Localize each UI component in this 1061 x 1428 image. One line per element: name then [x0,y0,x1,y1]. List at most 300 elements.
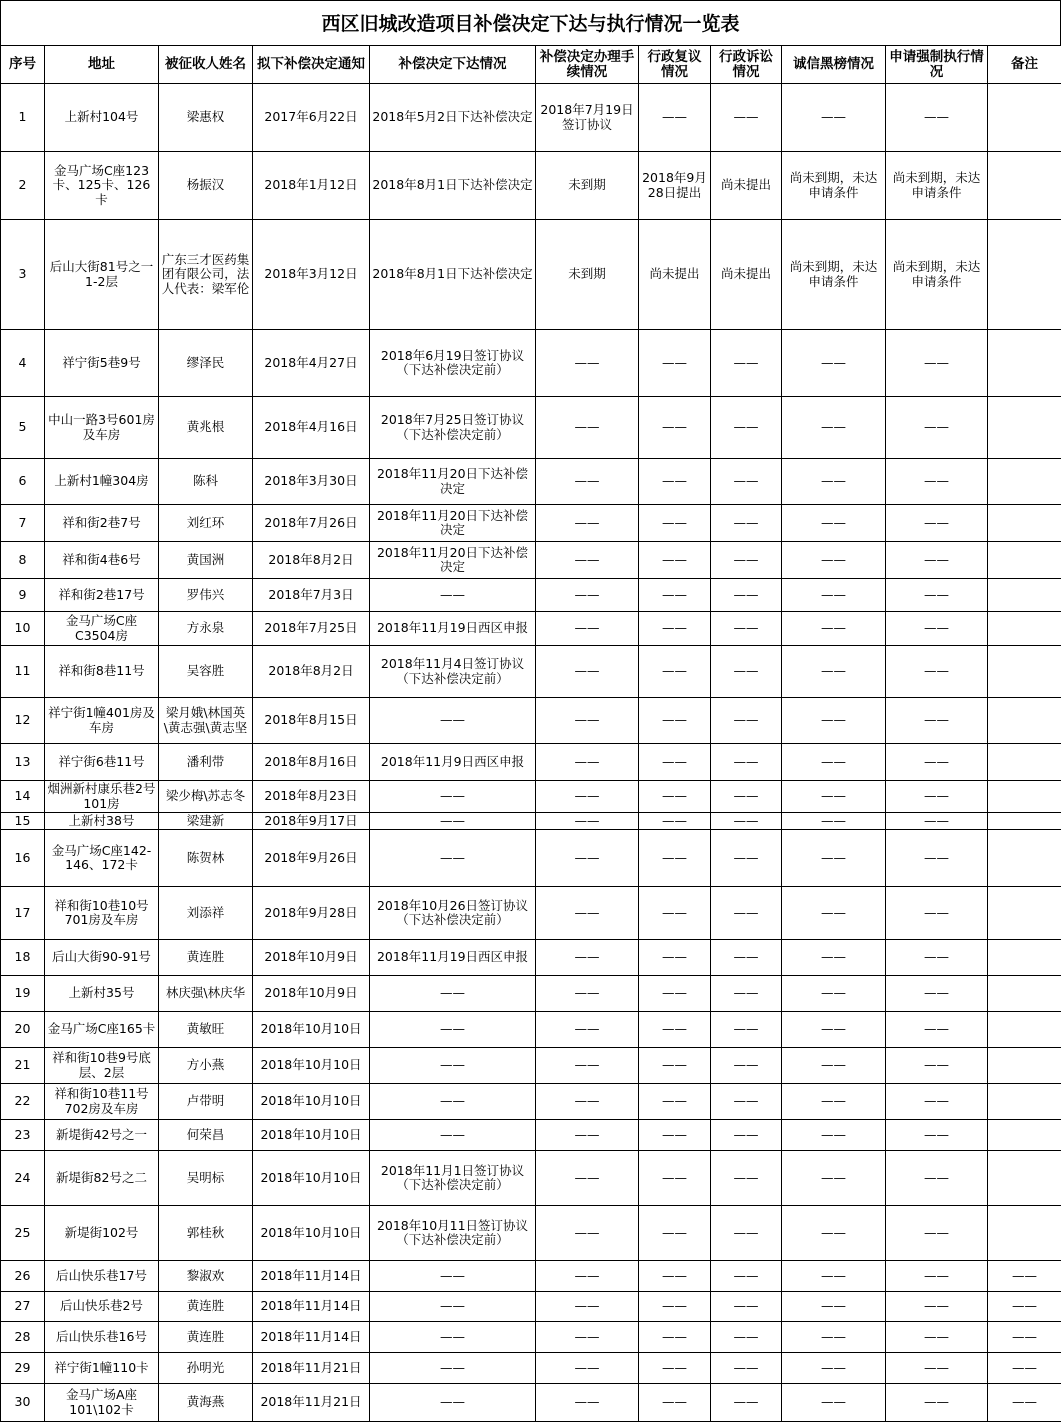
address-cell: 祥宁街5巷9号 [45,330,159,397]
enforcement-cell: —— [886,1048,988,1084]
blacklist-cell: —— [782,1048,886,1084]
litigation-cell: 尚未提出 [711,152,782,220]
blacklist-cell: —— [782,646,886,698]
seq-cell: 11 [1,646,45,698]
seq-cell: 14 [1,781,45,813]
address-cell: 祥和街10巷9号底层、2层 [45,1048,159,1084]
remark-cell [988,744,1061,781]
procedure-cell: —— [536,1384,639,1422]
litigation-cell: —— [711,1292,782,1322]
seq-cell: 16 [1,830,45,887]
enforcement-cell: —— [886,1012,988,1048]
decision-status-cell: 2018年11月20日下达补偿决定 [370,542,536,579]
procedure-cell: —— [536,542,639,579]
notice-date-cell: 2018年11月21日 [253,1384,370,1422]
notice-date-cell: 2018年11月14日 [253,1261,370,1292]
enforcement-cell: —— [886,781,988,813]
seq-cell: 8 [1,542,45,579]
procedure-cell: —— [536,813,639,830]
enforcement-cell: —— [886,744,988,781]
review-cell: —— [639,1384,711,1422]
review-cell: —— [639,887,711,940]
table-row [1,1206,1061,1261]
review-cell: —— [639,1206,711,1261]
procedure-cell: —— [536,459,639,505]
litigation-cell: —— [711,1012,782,1048]
owner-cell: 刘添祥 [159,887,253,940]
litigation-cell: —— [711,579,782,612]
blacklist-cell: —— [782,744,886,781]
owner-cell: 黄连胜 [159,1322,253,1353]
blacklist-cell: 尚未到期，未达申请条件 [782,152,886,220]
review-cell: —— [639,976,711,1012]
procedure-cell: —— [536,1261,639,1292]
review-cell: —— [639,84,711,152]
enforcement-cell: 尚未到期，未达申请条件 [886,152,988,220]
enforcement-cell: —— [886,646,988,698]
seq-cell: 26 [1,1261,45,1292]
seq-cell: 23 [1,1120,45,1151]
seq-cell: 2 [1,152,45,220]
table-row [1,1353,1061,1384]
litigation-cell: —— [711,459,782,505]
blacklist-cell: —— [782,781,886,813]
table-row [1,505,1061,542]
review-cell: —— [639,1048,711,1084]
owner-cell: 黄连胜 [159,1292,253,1322]
address-cell: 祥和街10巷11号702房及车房 [45,1084,159,1120]
notice-date-cell: 2018年11月21日 [253,1353,370,1384]
litigation-cell: —— [711,976,782,1012]
review-cell: —— [639,813,711,830]
table-row [1,940,1061,976]
owner-cell: 何荣昌 [159,1120,253,1151]
procedure-cell: —— [536,940,639,976]
review-cell: —— [639,579,711,612]
address-cell: 祥和街4巷6号 [45,542,159,579]
address-cell: 金马广场A座101\102卡 [45,1384,159,1422]
blacklist-cell: —— [782,330,886,397]
seq-cell: 13 [1,744,45,781]
procedure-cell: —— [536,612,639,646]
remark-cell: —— [988,1322,1061,1353]
litigation-cell: —— [711,781,782,813]
enforcement-cell: —— [886,1206,988,1261]
review-cell: —— [639,397,711,459]
address-cell: 祥宁街6巷11号 [45,744,159,781]
owner-cell: 潘利带 [159,744,253,781]
procedure-cell: —— [536,1322,639,1353]
decision-status-cell: —— [370,1012,536,1048]
procedure-cell: 未到期 [536,220,639,330]
remark-cell [988,940,1061,976]
procedure-cell: —— [536,397,639,459]
remark-cell [988,1012,1061,1048]
decision-status-cell: —— [370,1292,536,1322]
owner-cell: 孙明光 [159,1353,253,1384]
litigation-cell: —— [711,646,782,698]
blacklist-cell: —— [782,887,886,940]
remark-cell [988,1120,1061,1151]
notice-date-cell: 2018年11月14日 [253,1292,370,1322]
notice-date-cell: 2018年9月28日 [253,887,370,940]
decision-status-cell: 2018年11月1日签订协议（下达补偿决定前） [370,1151,536,1206]
blacklist-cell: —— [782,1261,886,1292]
table-row [1,1384,1061,1422]
remark-cell [988,84,1061,152]
remark-cell: —— [988,1292,1061,1322]
blacklist-cell: —— [782,1120,886,1151]
notice-date-cell: 2018年10月10日 [253,1084,370,1120]
litigation-cell: —— [711,1151,782,1206]
procedure-cell: —— [536,1084,639,1120]
blacklist-cell: —— [782,1084,886,1120]
litigation-cell: —— [711,330,782,397]
remark-cell [988,459,1061,505]
remark-cell [988,330,1061,397]
table-row [1,976,1061,1012]
enforcement-cell: —— [886,1322,988,1353]
review-cell: 2018年9月28日提出 [639,152,711,220]
address-cell: 新堤街82号之二 [45,1151,159,1206]
enforcement-cell: —— [886,542,988,579]
table-row [1,397,1061,459]
address-cell: 后山快乐巷17号 [45,1261,159,1292]
address-cell: 后山快乐巷16号 [45,1322,159,1353]
remark-cell [988,646,1061,698]
review-cell: —— [639,1292,711,1322]
decision-status-cell: —— [370,830,536,887]
review-cell: —— [639,781,711,813]
decision-status-cell: —— [370,1261,536,1292]
column-header: 补偿决定办理手续情况 [536,46,639,84]
blacklist-cell: —— [782,830,886,887]
decision-status-cell: 2018年5月2日下达补偿决定 [370,84,536,152]
owner-cell: 罗伟兴 [159,579,253,612]
decision-status-cell: —— [370,813,536,830]
procedure-cell: —— [536,1048,639,1084]
decision-status-cell: —— [370,1120,536,1151]
decision-status-cell: 2018年8月1日下达补偿决定 [370,220,536,330]
seq-cell: 30 [1,1384,45,1422]
table-row [1,781,1061,813]
notice-date-cell: 2018年10月10日 [253,1048,370,1084]
remark-cell [988,698,1061,744]
address-cell: 上新村1幢304房 [45,459,159,505]
review-cell: —— [639,646,711,698]
procedure-cell: —— [536,744,639,781]
procedure-cell: —— [536,1120,639,1151]
address-cell: 祥和街8巷11号 [45,646,159,698]
litigation-cell: —— [711,813,782,830]
seq-cell: 10 [1,612,45,646]
table-row [1,579,1061,612]
owner-cell: 方小燕 [159,1048,253,1084]
blacklist-cell: —— [782,698,886,744]
remark-cell [988,781,1061,813]
decision-status-cell: 2018年7月25日签订协议（下达补偿决定前） [370,397,536,459]
review-cell: —— [639,505,711,542]
enforcement-cell: 尚未到期，未达申请条件 [886,220,988,330]
address-cell: 金马广场C座123卡、125卡、126卡 [45,152,159,220]
owner-cell: 黄海燕 [159,1384,253,1422]
table-row [1,887,1061,940]
litigation-cell: —— [711,1120,782,1151]
address-cell: 后山快乐巷2号 [45,1292,159,1322]
procedure-cell: —— [536,976,639,1012]
remark-cell [988,1151,1061,1206]
decision-status-cell: —— [370,579,536,612]
blacklist-cell: —— [782,813,886,830]
decision-status-cell: —— [370,976,536,1012]
owner-cell: 梁月娥\林国英\黄志强\黄志坚 [159,698,253,744]
procedure-cell: —— [536,1353,639,1384]
blacklist-cell: —— [782,84,886,152]
review-cell: —— [639,1151,711,1206]
review-cell: —— [639,1084,711,1120]
review-cell: —— [639,459,711,505]
decision-status-cell: 2018年11月19日西区申报 [370,940,536,976]
blacklist-cell: —— [782,612,886,646]
seq-cell: 27 [1,1292,45,1322]
header-row [1,46,1061,84]
procedure-cell: —— [536,646,639,698]
litigation-cell: —— [711,505,782,542]
notice-date-cell: 2018年10月10日 [253,1012,370,1048]
enforcement-cell: —— [886,612,988,646]
table-row [1,1048,1061,1084]
enforcement-cell: —— [886,698,988,744]
procedure-cell: —— [536,1292,639,1322]
procedure-cell: —— [536,1012,639,1048]
blacklist-cell: —— [782,1151,886,1206]
litigation-cell: —— [711,744,782,781]
blacklist-cell: —— [782,1353,886,1384]
blacklist-cell: —— [782,976,886,1012]
remark-cell: —— [988,1384,1061,1422]
blacklist-cell: —— [782,1012,886,1048]
remark-cell: —— [988,1261,1061,1292]
notice-date-cell: 2018年8月23日 [253,781,370,813]
address-cell: 新堤街42号之一 [45,1120,159,1151]
litigation-cell: —— [711,397,782,459]
address-cell: 中山一路3号601房及车房 [45,397,159,459]
enforcement-cell: —— [886,397,988,459]
owner-cell: 杨振汉 [159,152,253,220]
litigation-cell: —— [711,612,782,646]
blacklist-cell: —— [782,1206,886,1261]
owner-cell: 郭桂秋 [159,1206,253,1261]
litigation-cell: —— [711,1206,782,1261]
address-cell: 金马广场C座C3504房 [45,612,159,646]
seq-cell: 19 [1,976,45,1012]
seq-cell: 3 [1,220,45,330]
decision-status-cell: 2018年11月9日西区申报 [370,744,536,781]
review-cell: —— [639,698,711,744]
table-row [1,459,1061,505]
remark-cell [988,152,1061,220]
procedure-cell: 2018年7月19日签订协议 [536,84,639,152]
litigation-cell: —— [711,1353,782,1384]
seq-cell: 5 [1,397,45,459]
notice-date-cell: 2018年10月9日 [253,976,370,1012]
column-header: 行政诉讼情况 [711,46,782,84]
review-cell: —— [639,330,711,397]
owner-cell: 梁少梅\苏志冬 [159,781,253,813]
owner-cell: 黄国洲 [159,542,253,579]
enforcement-cell: —— [886,330,988,397]
notice-date-cell: 2017年6月22日 [253,84,370,152]
procedure-cell: —— [536,1206,639,1261]
decision-status-cell: —— [370,698,536,744]
owner-cell: 刘红环 [159,505,253,542]
blacklist-cell: —— [782,505,886,542]
litigation-cell: —— [711,830,782,887]
litigation-cell: —— [711,1084,782,1120]
notice-date-cell: 2018年4月16日 [253,397,370,459]
litigation-cell: —— [711,1384,782,1422]
owner-cell: 黎淑欢 [159,1261,253,1292]
table-row [1,84,1061,152]
column-header: 被征收人姓名 [159,46,253,84]
blacklist-cell: —— [782,459,886,505]
litigation-cell: 尚未提出 [711,220,782,330]
address-cell: 祥宁街1幢110卡 [45,1353,159,1384]
enforcement-cell: —— [886,1292,988,1322]
seq-cell: 18 [1,940,45,976]
enforcement-cell: —— [886,887,988,940]
blacklist-cell: 尚未到期，未达申请条件 [782,220,886,330]
seq-cell: 4 [1,330,45,397]
notice-date-cell: 2018年9月26日 [253,830,370,887]
address-cell: 祥和街10巷10号701房及车房 [45,887,159,940]
litigation-cell: —— [711,940,782,976]
notice-date-cell: 2018年4月27日 [253,330,370,397]
table-row [1,1120,1061,1151]
remark-cell [988,612,1061,646]
procedure-cell: —— [536,579,639,612]
remark-cell [988,1084,1061,1120]
enforcement-cell: —— [886,813,988,830]
enforcement-cell: —— [886,1151,988,1206]
notice-date-cell: 2018年3月30日 [253,459,370,505]
enforcement-cell: —— [886,1084,988,1120]
owner-cell: 梁惠权 [159,84,253,152]
address-cell: 上新村104号 [45,84,159,152]
procedure-cell: —— [536,781,639,813]
address-cell: 上新村38号 [45,813,159,830]
blacklist-cell: —— [782,1292,886,1322]
notice-date-cell: 2018年11月14日 [253,1322,370,1353]
column-header: 行政复议情况 [639,46,711,84]
enforcement-cell: —— [886,1384,988,1422]
procedure-cell: —— [536,1151,639,1206]
address-cell: 后山大街81号之一1-2层 [45,220,159,330]
litigation-cell: —— [711,84,782,152]
address-cell: 烟洲新村康乐巷2号101房 [45,781,159,813]
owner-cell: 林庆强\林庆华 [159,976,253,1012]
procedure-cell: —— [536,698,639,744]
owner-cell: 黄兆根 [159,397,253,459]
review-cell: —— [639,744,711,781]
seq-cell: 25 [1,1206,45,1261]
address-cell: 金马广场C座165卡 [45,1012,159,1048]
remark-cell [988,1206,1061,1261]
owner-cell: 黄连胜 [159,940,253,976]
seq-cell: 20 [1,1012,45,1048]
enforcement-cell: —— [886,84,988,152]
notice-date-cell: 2018年3月12日 [253,220,370,330]
decision-status-cell: 2018年11月4日签订协议（下达补偿决定前） [370,646,536,698]
procedure-cell: —— [536,830,639,887]
remark-cell: —— [988,1353,1061,1384]
table-row [1,1012,1061,1048]
notice-date-cell: 2018年10月10日 [253,1206,370,1261]
owner-cell: 方永泉 [159,612,253,646]
notice-date-cell: 2018年7月25日 [253,612,370,646]
remark-cell [988,542,1061,579]
notice-date-cell: 2018年8月15日 [253,698,370,744]
procedure-cell: 未到期 [536,152,639,220]
review-cell: —— [639,1120,711,1151]
remark-cell [988,976,1061,1012]
decision-status-cell: 2018年11月19日西区申报 [370,612,536,646]
remark-cell [988,830,1061,887]
blacklist-cell: —— [782,1322,886,1353]
column-header: 备注 [988,46,1061,84]
decision-status-cell: —— [370,781,536,813]
owner-cell: 卢带明 [159,1084,253,1120]
litigation-cell: —— [711,887,782,940]
column-header: 补偿决定下达情况 [370,46,536,84]
review-cell: —— [639,1012,711,1048]
address-cell: 祥宁街1幢401房及车房 [45,698,159,744]
decision-status-cell: 2018年11月20日下达补偿决定 [370,459,536,505]
table-row [1,220,1061,330]
enforcement-cell: —— [886,940,988,976]
procedure-cell: —— [536,887,639,940]
decision-status-cell: —— [370,1353,536,1384]
compensation-table [0,45,1061,1422]
address-cell: 后山大街90-91号 [45,940,159,976]
table-row [1,813,1061,830]
enforcement-cell: —— [886,579,988,612]
table-row [1,1292,1061,1322]
table-row [1,1261,1061,1292]
owner-cell: 黄敏旺 [159,1012,253,1048]
review-cell: —— [639,1261,711,1292]
blacklist-cell: —— [782,397,886,459]
decision-status-cell: 2018年6月19日签订协议（下达补偿决定前） [370,330,536,397]
enforcement-cell: —— [886,830,988,887]
remark-cell [988,397,1061,459]
seq-cell: 17 [1,887,45,940]
notice-date-cell: 2018年1月12日 [253,152,370,220]
procedure-cell: —— [536,330,639,397]
remark-cell [988,813,1061,830]
decision-status-cell: 2018年11月20日下达补偿决定 [370,505,536,542]
column-header: 诚信黑榜情况 [782,46,886,84]
review-cell: 尚未提出 [639,220,711,330]
review-cell: —— [639,830,711,887]
notice-date-cell: 2018年10月9日 [253,940,370,976]
enforcement-cell: —— [886,1261,988,1292]
decision-status-cell: 2018年10月11日签订协议（下达补偿决定前） [370,1206,536,1261]
enforcement-cell: —— [886,1120,988,1151]
review-cell: —— [639,542,711,579]
table-row [1,330,1061,397]
blacklist-cell: —— [782,542,886,579]
